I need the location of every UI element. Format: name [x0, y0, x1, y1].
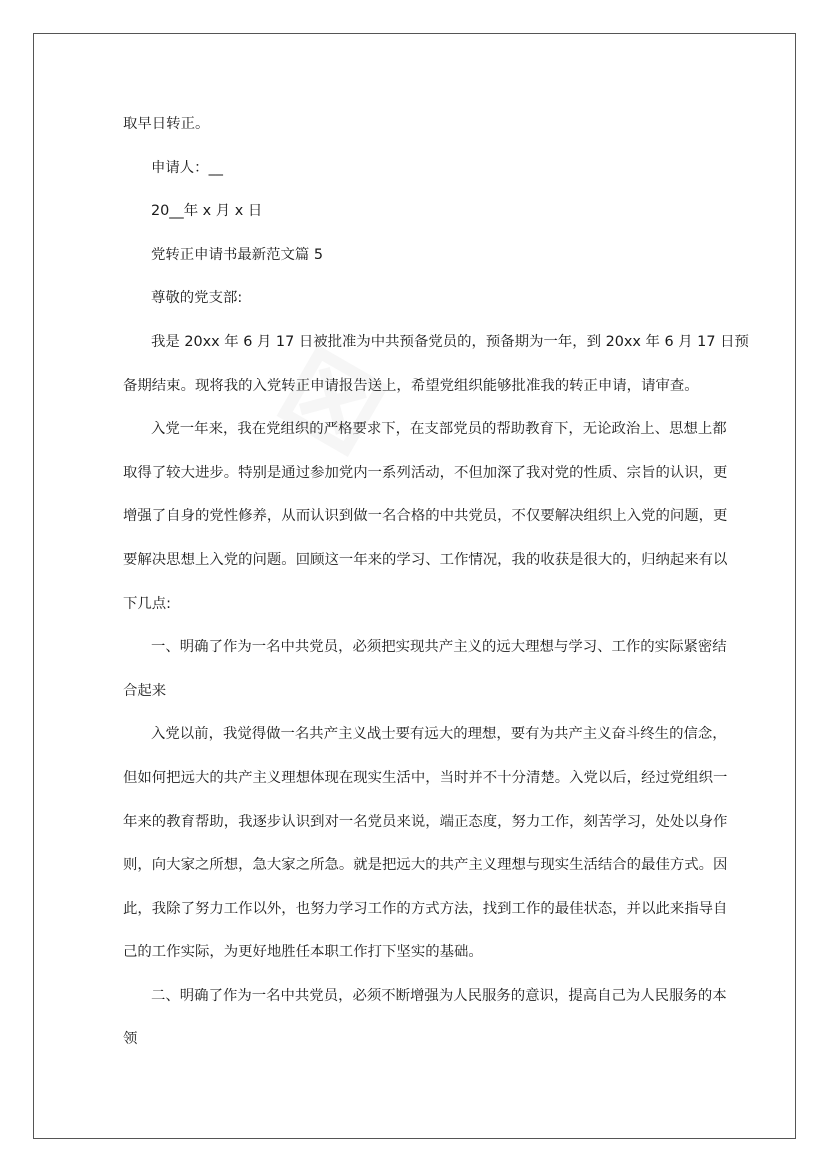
paragraph-line: 二、明确了作为一名中共党员，必须不断增强为人民服务的意识，提高自己为人民服务的本	[151, 987, 727, 1004]
paragraph-line: 一、明确了作为一名中共党员，必须把实现共产主义的远大理想与学习、工作的实际紧密结	[151, 639, 727, 656]
paragraph-line: 取得了较大进步。特别是通过参加党内一系列活动，不但加深了我对党的性质、宗旨的认识，更	[123, 464, 728, 481]
paragraph-line: 入党一年来，我在党组织的严格要求下，在支部党员的帮助教育下，无论政治上、思想上都	[151, 421, 727, 438]
paragraph-line: 己的工作实际，为更好地胜任本职工作打下坚实的基础。	[123, 944, 483, 961]
paragraph-line: 领	[123, 1031, 138, 1048]
paragraph-line: 入党以前，我觉得做一名共产主义战士要有远大的理想，要有为共产主义奋斗终生的信念，	[151, 726, 727, 743]
paragraph-line: 党转正申请书最新范文篇 5	[151, 246, 324, 263]
paragraph-line: 此，我除了努力工作以外，也努力学习工作的方式方法，找到工作的最佳状态，并以此来指导自	[123, 900, 728, 917]
paragraph-line: 备期结束。现将我的入党转正申请报告送上，希望党组织能够批准我的转正申请，请审查。	[123, 377, 699, 394]
paragraph-line: 年来的教育帮助，我逐步认识到对一名党员来说，端正态度，努力工作，刻苦学习，处处以身作	[123, 813, 728, 830]
paragraph-line: 我是 20xx 年 6 月 17 日被批准为中共预备党员的，预备期为一年，到 20xx 年 6 月 17 日预	[151, 333, 749, 350]
paragraph-line: 但如何把远大的共产主义理想体现在现实生活中，当时并不十分清楚。入党以后，经过党组织一	[123, 769, 728, 786]
paragraph-line: 增强了自身的党性修养，从而认识到做一名合格的中共党员，不仅要解决组织上入党的问题，更	[123, 508, 728, 525]
paragraph-line: 尊敬的党支部:	[151, 290, 243, 307]
document-body	[123, 103, 749, 1062]
paragraph-line: 合起来	[123, 682, 167, 699]
paragraph-line: 20__年 x 月 x 日	[151, 203, 263, 220]
paragraph-line: 取早日转正。	[123, 116, 210, 132]
paragraph-line: 下几点:	[123, 595, 172, 612]
paragraph-line: 申请人：__	[151, 159, 223, 176]
paragraph-line: 要解决思想上入党的问题。回顾这一年来的学习、工作情况，我的收获是很大的，归纳起来有以	[123, 551, 728, 568]
paragraph-line: 则，向大家之所想，急大家之所急。就是把远大的共产主义理想与现实生活结合的最佳方式。因	[123, 857, 728, 874]
